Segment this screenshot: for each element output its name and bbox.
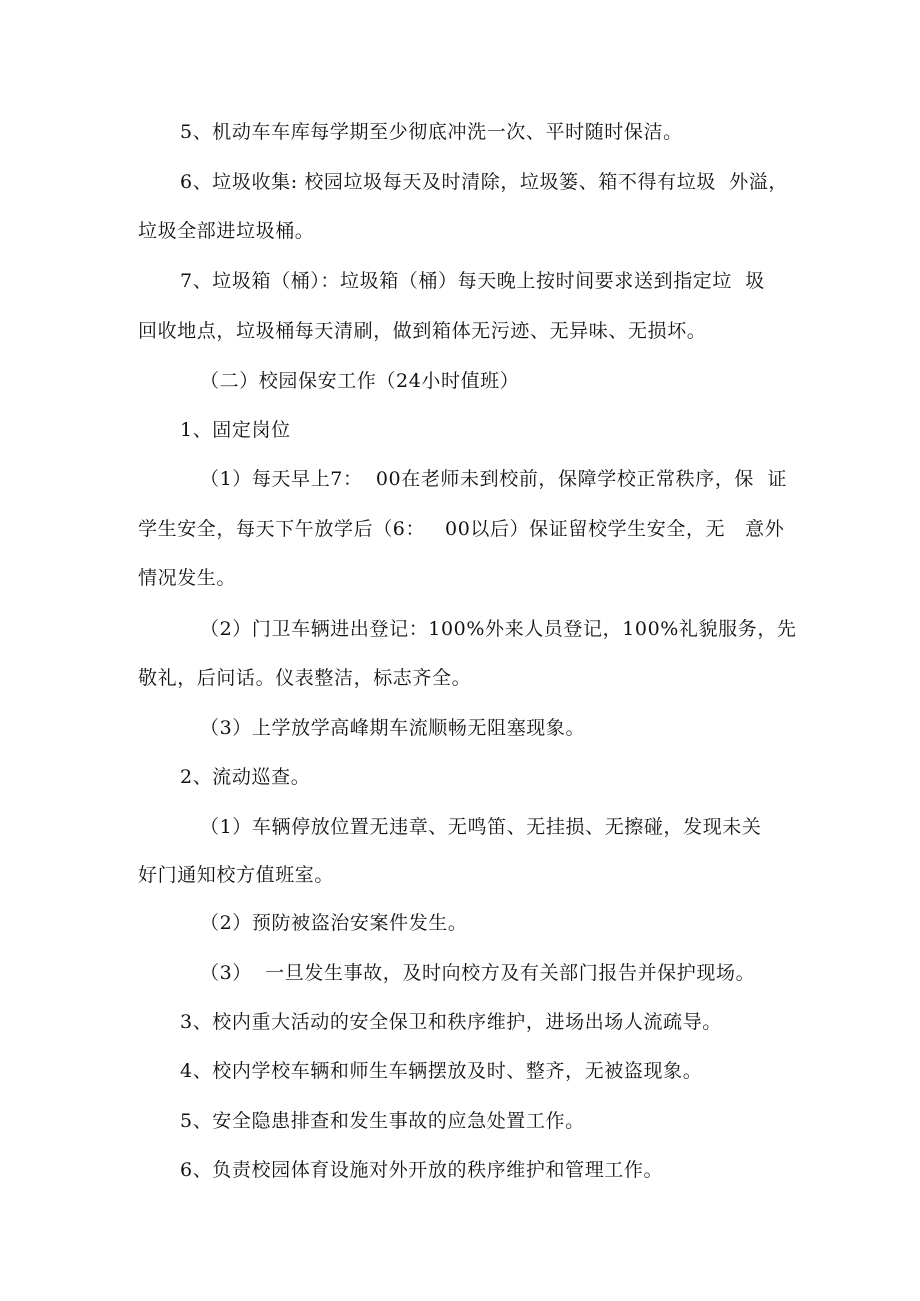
text-line: （3）上学放学高峰期车流顺畅无阻塞现象。 [200, 717, 586, 739]
text-line: 3、校内重大活动的安全保卫和秩序维护，进场出场人流疏导。 [180, 1011, 722, 1033]
text-line: （2）预防被盗治安案件发生。 [200, 912, 468, 934]
text-line: 6、垃圾收集: 校园垃圾每天及时清除，垃圾篓、箱不得有垃圾 外溢， [180, 171, 789, 193]
text-line: 1、固定岗位 [180, 419, 291, 441]
text-line: 2、流动巡查。 [180, 766, 311, 788]
text-line: 5、机动车车库每学期至少彻底冲洗一次、平时随时保洁。 [180, 121, 683, 143]
text-line: 回收地点，垃圾桶每天清刷，做到箱体无污迹、无异味、无损坏。 [138, 320, 707, 342]
text-line: 敬礼，后问话。仪表整洁，标志齐全。 [138, 667, 472, 689]
text-line: 5、安全隐患排查和发生事故的应急处置工作。 [180, 1110, 585, 1132]
text-line: （1）每天早上7： 00在老师未到校前，保障学校正常秩序，保 证 [200, 468, 787, 490]
text-line: 4、校内学校车辆和师生车辆摆放及时、整齐，无被盗现象。 [180, 1060, 703, 1082]
text-line: 7、垃圾箱（桶）：垃圾箱（桶）每天晚上按时间要求送到指定垃 圾 [180, 270, 765, 292]
text-line: 学生安全，每天下午放学后（6： 00以后）保证留校学生安全，无 意外 [138, 518, 785, 540]
text-line: 情况发生。 [138, 567, 237, 589]
text-line: 6、负责校园体育设施对外开放的秩序维护和管理工作。 [180, 1159, 664, 1181]
text-line: （1）车辆停放位置无违章、无鸣笛、无挂损、无擦碰，发现未关 [200, 816, 762, 838]
text-line: 垃圾全部进垃圾桶。 [138, 220, 315, 242]
section-heading: （二）校园保安工作（24小时值班） [200, 370, 520, 392]
text-line: 好门通知校方值班室。 [138, 864, 335, 886]
text-line: （3） 一旦发生事故，及时向校方及有关部门报告并保护现场。 [200, 962, 756, 984]
text-line: （2）门卫车辆进出登记：100%外来人员登记，100%礼貌服务，先 [200, 618, 797, 640]
